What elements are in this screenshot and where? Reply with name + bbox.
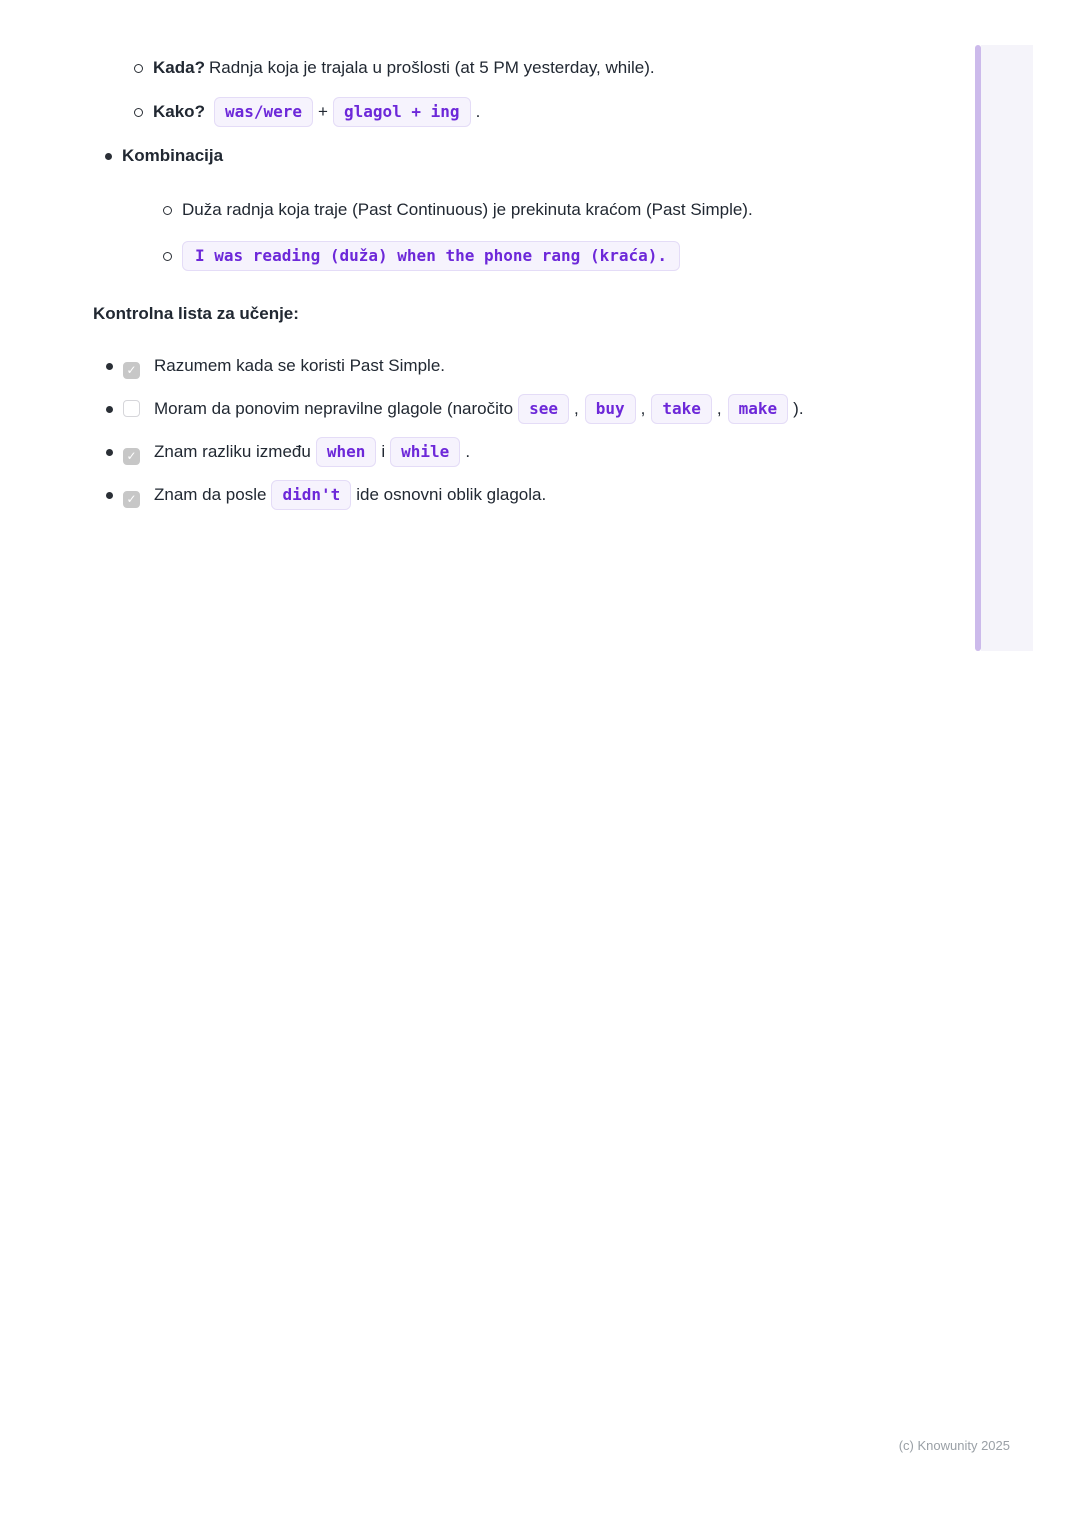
checklist-heading: Kontrolna lista za učenje: <box>93 304 299 323</box>
checklist-item-text: ). <box>793 399 804 418</box>
list-item-kako <box>153 96 773 128</box>
kada-label: Kada? <box>153 58 205 77</box>
badge-was-were: was/were <box>214 97 313 127</box>
checklist-item-text: Moram da ponovim nepravilne glagole (naročito <box>154 399 514 418</box>
checklist-item-didnt <box>123 479 823 511</box>
checklist-item-when-while <box>123 436 823 468</box>
list-item-duza <box>182 194 802 226</box>
comma: , <box>574 399 579 418</box>
badge-when: when <box>316 437 377 467</box>
badge-while: while <box>390 437 460 467</box>
checklist-item-text: Znam da posle <box>154 485 267 504</box>
top-sub-list <box>93 52 883 128</box>
list-item-kada <box>153 52 773 84</box>
checklist-item-past-simple <box>123 350 823 382</box>
comma: , <box>716 399 722 418</box>
checklist-item-irregular-verbs <box>123 393 823 425</box>
list-item-kombinacija <box>122 140 883 272</box>
checklist-item-text: ide osnovni oblik glagola. <box>356 485 547 504</box>
main-list <box>93 140 883 272</box>
badge-didnt: didn't <box>271 480 351 510</box>
checkbox-irregular-verbs[interactable] <box>123 400 140 417</box>
badge-make: make <box>728 394 789 424</box>
badge-buy: buy <box>585 394 636 424</box>
badge-see: see <box>518 394 569 424</box>
checkbox-past-simple[interactable] <box>123 362 140 379</box>
example-code-badge: I was reading (duža) when the phone rang (kraća). <box>182 241 680 271</box>
kada-text: Radnja koja je trajala u prošlosti (at 5 PM yesterday, while). <box>208 58 655 77</box>
list-item-example <box>182 240 802 272</box>
kombinacija-label: Kombinacija <box>122 146 224 165</box>
comma: , <box>640 399 646 418</box>
badge-take: take <box>651 394 712 424</box>
side-margin-panel <box>981 45 1033 651</box>
kako-period: . <box>475 102 481 121</box>
checklist-item-text: i <box>381 442 386 461</box>
checklist-item-text: . <box>465 442 471 461</box>
notes-content <box>93 52 883 522</box>
kombinacija-sub-list <box>122 194 883 272</box>
checkbox-didnt[interactable] <box>123 491 140 508</box>
checklist <box>93 350 883 511</box>
duza-text: Duža radnja koja traje (Past Continuous) je prekinuta kraćom (Past Simple). <box>182 200 753 219</box>
badge-glagol-ing: glagol + ing <box>333 97 471 127</box>
kako-label: Kako? <box>153 102 205 121</box>
kako-plus: + <box>318 102 328 121</box>
checklist-item-text: Znam razliku između <box>154 442 311 461</box>
checkbox-when-while[interactable] <box>123 448 140 465</box>
checklist-item-text: Razumem kada se koristi Past Simple. <box>154 356 445 375</box>
footer-copyright: (c) Knowunity 2025 <box>898 1438 1010 1453</box>
